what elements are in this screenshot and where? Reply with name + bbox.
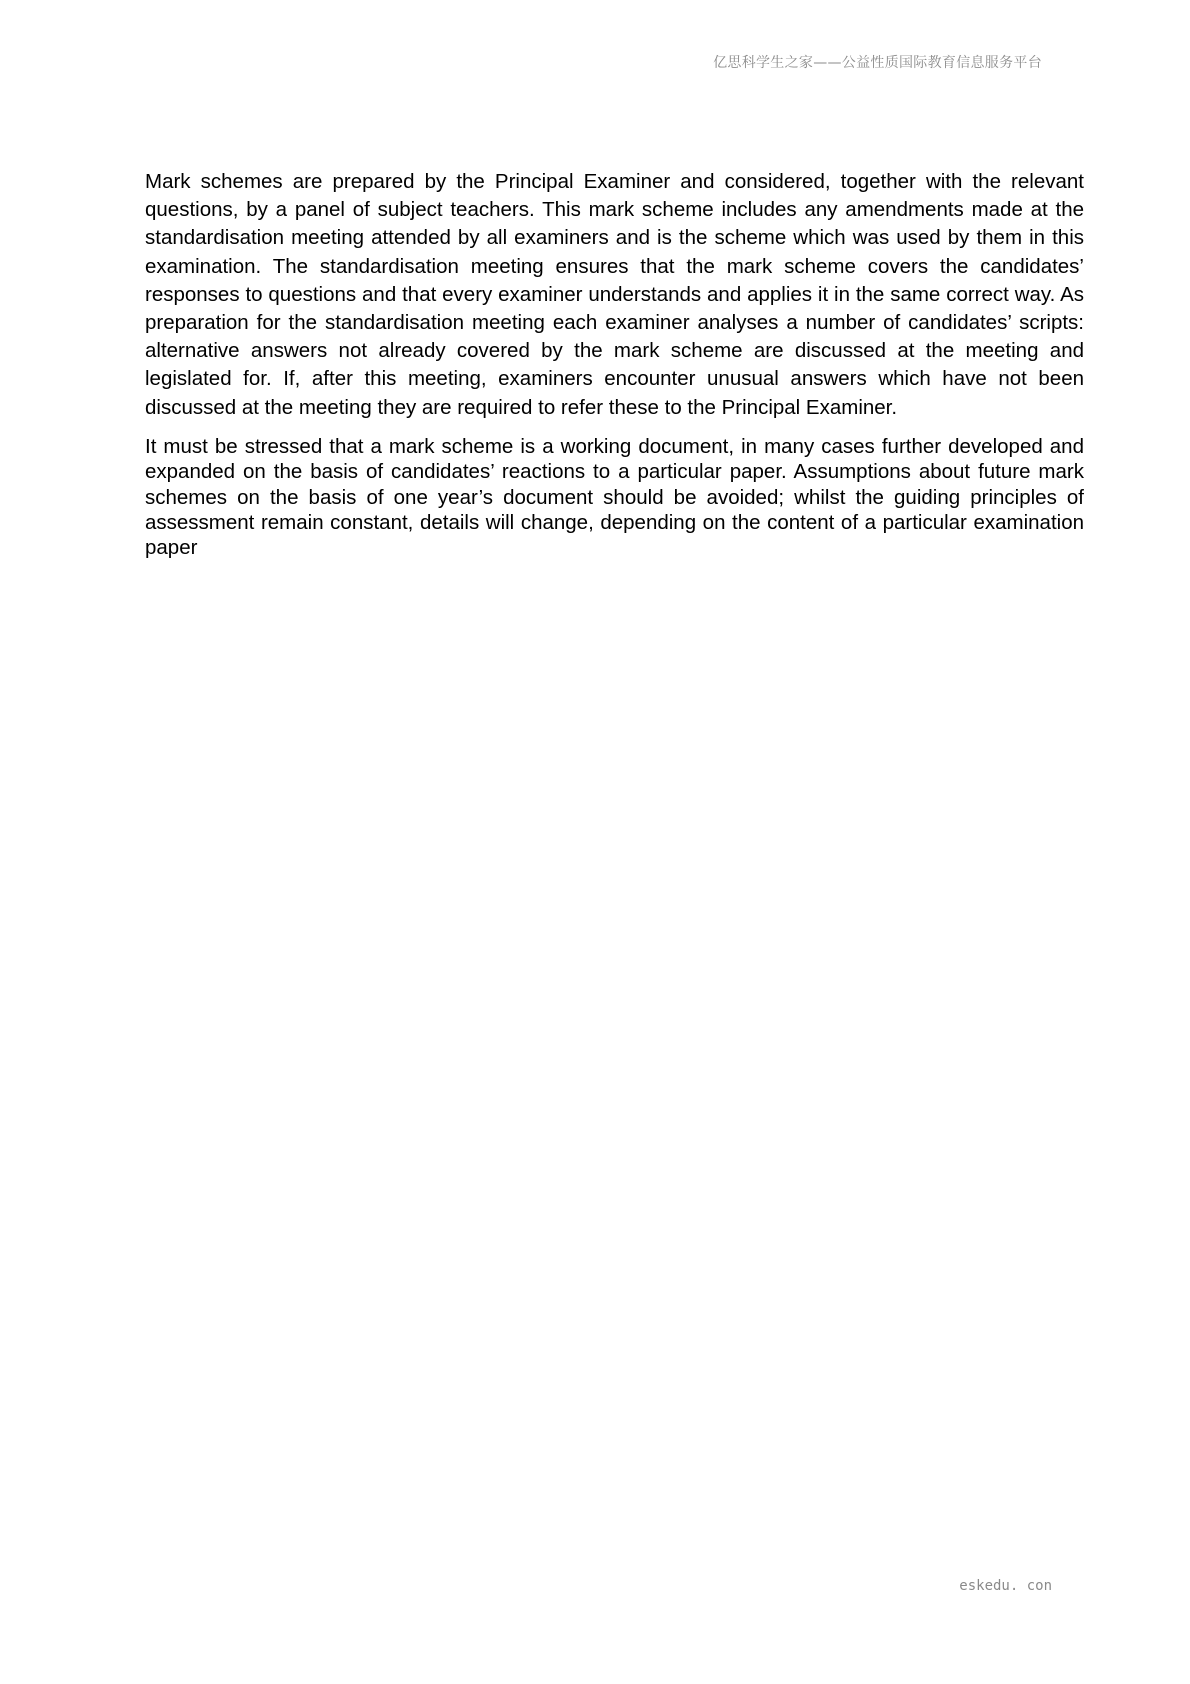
paragraph-mark-scheme-preparation: Mark schemes are prepared by the Principal Examiner and considered, together with the relevant questions, by a panel of subject teachers. This mark scheme includes any amendments made at the standardisation meeting attended by all examiners and is the scheme which was used by them in this examination. The standardisation meeting ensures that the mark scheme covers the candidates’ responses to questions and that every examiner understands and applies it in the same correct way. As preparation for the standardisation meeting each examiner analyses a number of candidates’ scripts: alternative answers not already covered by the mark scheme are discussed at the meeting and legislated for. If, after this meeting, examiners encounter unusual answers which have not been discussed at the meeting they are required to refer these to the Principal Examiner. bbox=[145, 170, 1084, 419]
footer-watermark: eskedu. con bbox=[959, 1578, 1052, 1594]
header-watermark: 亿思科学生之家——公益性质国际教育信息服务平台 bbox=[713, 55, 1042, 71]
paragraph-working-document: It must be stressed that a mark scheme is a working document, in many cases further developed and expanded on the basis of candidates’ reactions to a particular paper. Assumptions about future mark schemes on the basis of one year’s document should be avoided; whilst the guiding principles of assessment remain constant, details will change, depending on the content of a particular examination paper bbox=[145, 434, 1084, 560]
document-body bbox=[145, 168, 1084, 561]
